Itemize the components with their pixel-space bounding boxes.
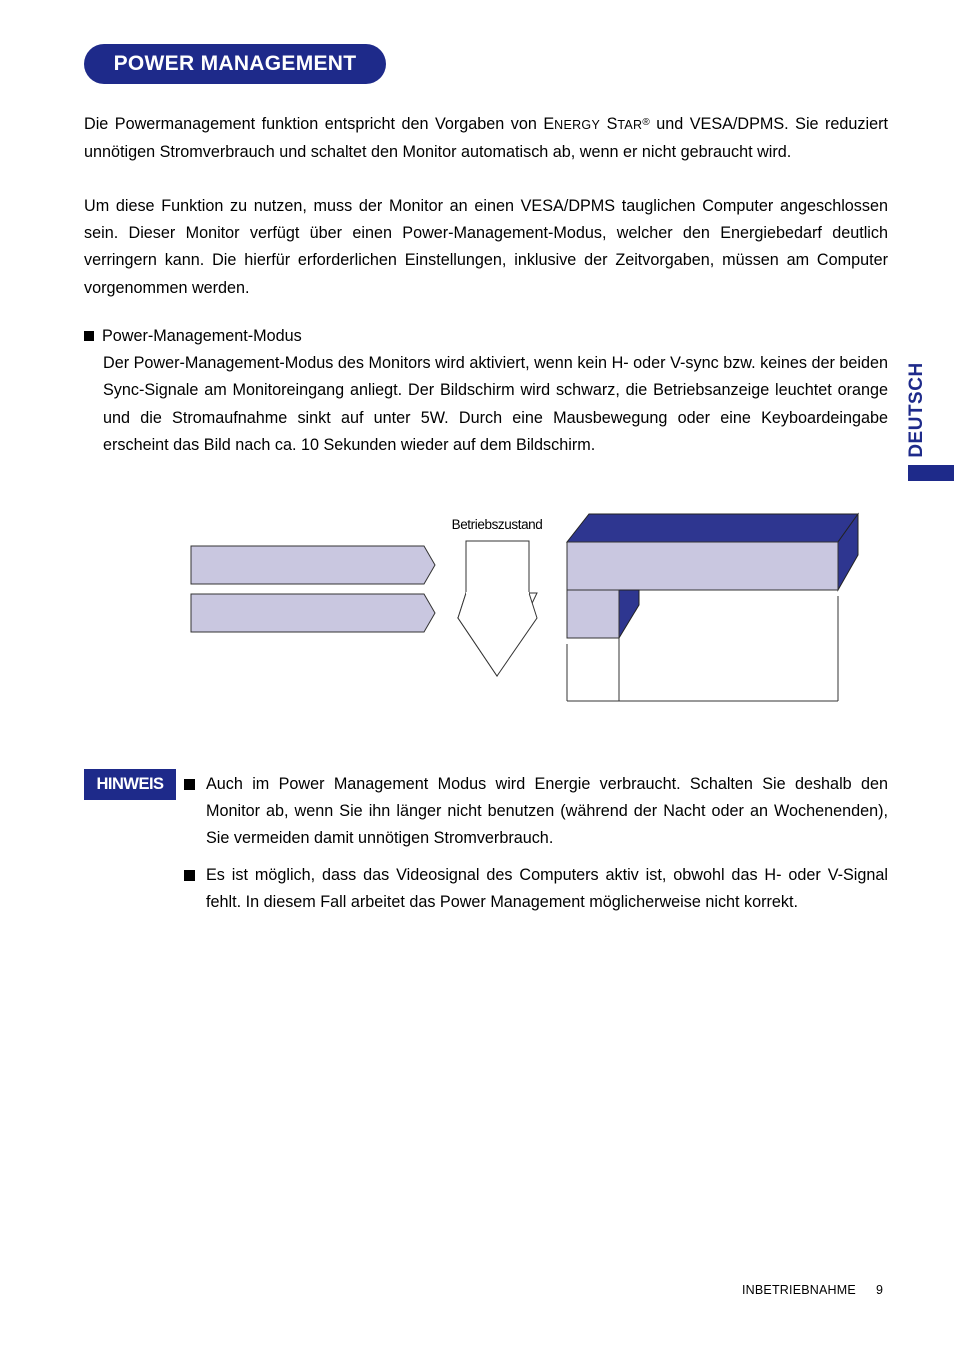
page-footer: INBETRIEBNAHME 9 [742,1283,884,1297]
small-block-side [619,590,639,638]
bar-top-face [567,514,858,542]
page-title: POWER MANAGEMENT [84,44,386,84]
signal-arrow-top [191,546,435,584]
arrow-label: Betriebszustand [451,517,543,532]
note-badge: HINWEIS [84,769,176,800]
note-item: Es ist möglich, dass das Videosignal des Computers aktiv ist, obwohl das H- oder V-Signal fehlt. In diesem Fall arbeitet das Power Management möglicherweise nicht korrekt. [184,862,888,916]
signal-arrow-bottom [191,594,435,632]
note-item: Auch im Power Management Modus wird Energie verbraucht. Schalten Sie deshalb den Monitor ab, wenn Sie ihn länger nicht benutzen (während der Nacht oder an Wochenenden), Sie vermeiden damit unnötigen Stromverbrauch. [184,771,888,853]
square-bullet-icon [184,870,195,881]
intro-paragraph-1: Die Powermanagement funktion entspricht den Vorgaben von ENERGY STAR® und VESA/DPMS. Sie reduziert unnötigen Stromverbrauch und schaltet den Monitor automatisch ab, wenn er nicht gebraucht wird. [84,115,889,162]
section-heading: Power-Management-Modus [84,324,302,348]
page-number: 9 [875,1283,884,1297]
small-block-front [567,590,619,638]
bar-front [567,542,838,590]
language-tab: DEUTSCH [906,362,927,458]
square-bullet-icon [184,779,195,790]
section-body: Der Power-Management-Modus des Monitors wird aktiviert, wenn kein H- oder V-sync bzw. keines der beiden Sync-Signale am Monitoreingang anliegt. Der Bildschirm wird schwarz, die Betriebsanzeige leuchtet orange und die Stromaufnahme sinkt auf unter 5W. Durch eine Mausbewegung oder eine Keyboardeingabe erscheint das Bild nach ca. 10 Sekunden wieder auf dem Bildschirm. [103,354,888,454]
intro-paragraph-2: Um diese Funktion zu nutzen, muss der Monitor an einen VESA/DPMS tauglichen Computer angeschlossen sein. Dieser Monitor verfügt über einen Power-Management-Modus, welcher den Energiebedarf deutlich verringern kann. Die hierfür erforderlichen Einstellungen, inklusive der Zeitvorgaben, müssen am Computer vorgenommen werden. [84,197,888,297]
